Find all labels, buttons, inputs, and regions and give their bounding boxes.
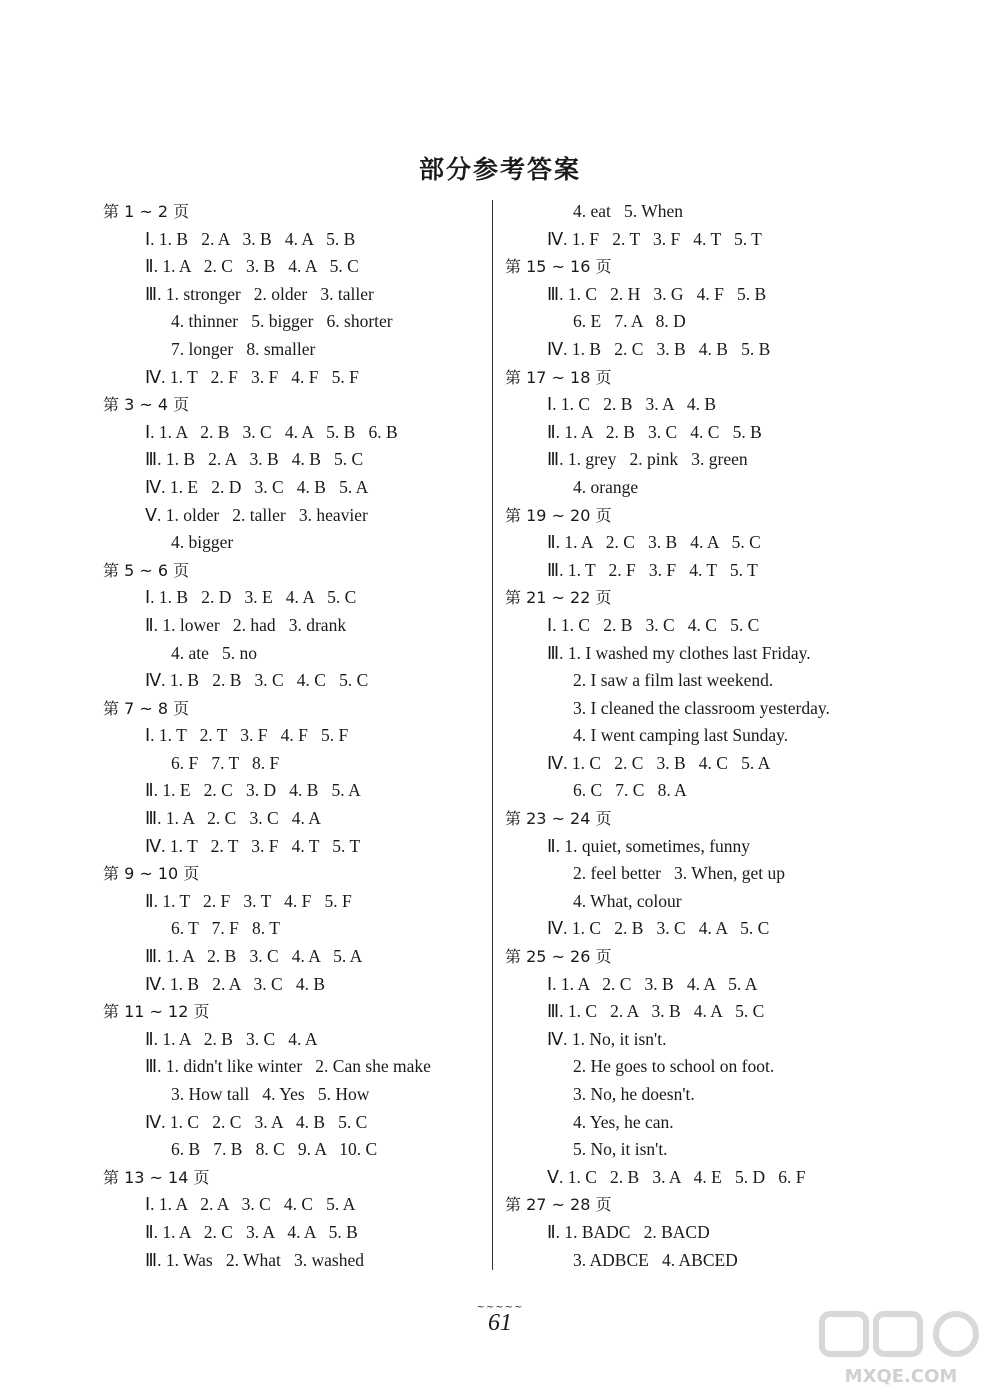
answer-line: Ⅲ. 1. T 2. F 3. F 4. T 5. T: [547, 559, 758, 580]
answer-line: 7. longer 8. smaller: [171, 338, 316, 359]
answer-line: Ⅲ. 1. C 2. A 3. B 4. A 5. C: [547, 1001, 765, 1022]
answer-line: Ⅳ. 1. C 2. C 3. A 4. B 5. C: [145, 1111, 368, 1132]
answers-right-column: [505, 198, 895, 1274]
answer-line: Ⅳ. 1. T 2. T 3. F 4. T 5. T: [145, 835, 361, 856]
answer-line: 4. bigger: [171, 532, 234, 553]
answer-line: 3. No, he doesn't.: [573, 1084, 695, 1104]
page-title: 部分参考答案: [418, 155, 581, 184]
section-heading: 第 15 ~ 16 页: [505, 257, 612, 277]
answer-line: 4. Yes, he can.: [573, 1111, 674, 1132]
answer-line: Ⅰ. 1. B 2. A 3. B 4. A 5. B: [145, 228, 356, 249]
answer-line: 2. feel better 3. When, get up: [573, 863, 786, 884]
answer-line: Ⅲ. 1. A 2. B 3. C 4. A 5. A: [145, 946, 363, 967]
section-heading: 第 1 ~ 2 页: [103, 202, 190, 221]
section-heading: 第 21 ~ 22 页: [505, 588, 612, 608]
answer-line: Ⅲ. 1. stronger 2. older 3. taller: [145, 283, 374, 304]
answer-line: Ⅳ. 1. B 2. C 3. B 4. B 5. B: [547, 338, 771, 359]
answer-line: 6. C 7. C 8. A: [573, 780, 687, 801]
answer-line: Ⅲ. 1. A 2. C 3. C 4. A: [145, 808, 321, 829]
answer-line: Ⅰ. 1. A 2. B 3. C 4. A 5. B 6. B: [145, 421, 398, 442]
answer-line: 3. ADBCE 4. ABCED: [573, 1249, 738, 1270]
answer-line: Ⅲ. 1. B 2. A 3. B 4. B 5. C: [145, 449, 364, 470]
answer-line: 6. E 7. A 8. D: [573, 311, 686, 332]
section-heading: 第 17 ~ 18 页: [505, 367, 612, 387]
answer-line: Ⅳ. 1. F 2. T 3. F 4. T 5. T: [547, 228, 762, 249]
answer-line: 4. orange: [573, 476, 639, 497]
answer-line: 4. I went camping last Sunday.: [573, 725, 789, 746]
answer-line: 4. What, colour: [573, 890, 682, 911]
answer-line: Ⅳ. 1. C 2. C 3. B 4. C 5. A: [547, 752, 771, 773]
answer-line: Ⅰ. 1. T 2. T 3. F 4. F 5. F: [145, 725, 349, 746]
answer-line: Ⅳ. 1. C 2. B 3. C 4. A 5. C: [547, 918, 770, 939]
answer-line: Ⅳ. 1. B 2. B 3. C 4. C 5. C: [145, 670, 369, 691]
answer-line: 3. How tall 4. Yes 5. How: [171, 1084, 370, 1104]
answer-line: Ⅱ. 1. E 2. C 3. D 4. B 5. A: [145, 780, 361, 801]
answers-left-column: [103, 198, 488, 1274]
page-number-block: [440, 1296, 560, 1356]
answer-line: Ⅲ. 1. Was 2. What 3. washed: [145, 1249, 365, 1270]
answer-line: Ⅳ. 1. T 2. F 3. F 4. F 5. F: [145, 366, 359, 387]
section-heading: 第 3 ~ 4 页: [103, 395, 190, 415]
answer-line: Ⅲ. 1. didn't like winter 2. Can she make: [145, 1056, 431, 1077]
answer-line: Ⅰ. 1. A 2. C 3. B 4. A 5. A: [547, 973, 758, 994]
answer-line: Ⅰ. 1. A 2. A 3. C 4. C 5. A: [145, 1194, 356, 1215]
section-heading: 第 19 ~ 20 页: [505, 505, 612, 525]
page-number: 61: [488, 1310, 512, 1336]
section-heading: 第 5 ~ 6 页: [103, 560, 190, 580]
answer-line: Ⅲ. 1. I washed my clothes last Friday.: [547, 642, 811, 663]
answer-line: Ⅱ. 1. A 2. B 3. C 4. A: [145, 1028, 318, 1049]
answer-line: Ⅰ. 1. C 2. B 3. C 4. C 5. C: [547, 614, 760, 635]
answer-line: 4. thinner 5. bigger 6. shorter: [171, 311, 393, 332]
answer-line: 3. I cleaned the classroom yesterday.: [573, 697, 830, 718]
section-heading: 第 13 ~ 14 页: [103, 1167, 210, 1187]
section-heading: 第 27 ~ 28 页: [505, 1195, 612, 1215]
answer-line: Ⅱ. 1. A 2. C 3. A 4. A 5. B: [145, 1221, 358, 1242]
answer-line: Ⅱ. 1. quiet, sometimes, funny: [547, 835, 751, 856]
ornament-decoration: ~~~~~: [476, 1302, 524, 1313]
answer-line: Ⅰ. 1. B 2. D 3. E 4. A 5. C: [145, 587, 357, 608]
answer-line: Ⅳ. 1. E 2. D 3. C 4. B 5. A: [145, 476, 369, 497]
answer-line: Ⅱ. 1. BADC 2. BACD: [547, 1221, 710, 1242]
watermark-text: MXQE.COM: [844, 1366, 958, 1387]
section-heading: 第 23 ~ 24 页: [505, 809, 612, 829]
answer-line: 4. eat 5. When: [573, 201, 683, 221]
answer-line: Ⅱ. 1. T 2. F 3. T 4. F 5. F: [145, 890, 352, 911]
answer-line: Ⅴ. 1. older 2. taller 3. heavier: [145, 504, 368, 525]
answer-line: Ⅳ. 1. No, it isn't.: [547, 1028, 667, 1049]
column-divider: [492, 200, 493, 1270]
answer-line: Ⅲ. 1. C 2. H 3. G 4. F 5. B: [547, 283, 767, 304]
answer-line: 6. F 7. T 8. F: [171, 752, 280, 773]
watermark-logo: [816, 1308, 986, 1388]
section-heading: 第 25 ~ 26 页: [505, 947, 612, 967]
answer-line: 4. ate 5. no: [171, 642, 258, 663]
answer-line: 2. He goes to school on foot.: [573, 1056, 775, 1077]
answer-line: Ⅱ. 1. lower 2. had 3. drank: [145, 614, 347, 635]
answer-line: Ⅱ. 1. A 2. C 3. B 4. A 5. C: [145, 256, 359, 277]
answer-line: Ⅴ. 1. C 2. B 3. A 4. E 5. D 6. F: [547, 1166, 806, 1187]
answer-line: Ⅲ. 1. grey 2. pink 3. green: [547, 449, 748, 470]
answer-line: Ⅱ. 1. A 2. C 3. B 4. A 5. C: [547, 532, 761, 553]
section-heading: 第 11 ~ 12 页: [103, 1002, 210, 1022]
answer-line: 6. B 7. B 8. C 9. A 10. C: [171, 1139, 378, 1160]
answer-line: Ⅱ. 1. A 2. B 3. C 4. C 5. B: [547, 421, 762, 442]
answer-line: 5. No, it isn't.: [573, 1139, 668, 1160]
answer-line: Ⅰ. 1. C 2. B 3. A 4. B: [547, 394, 717, 415]
section-heading: 第 7 ~ 8 页: [103, 698, 190, 718]
answer-line: 2. I saw a film last weekend.: [573, 670, 774, 691]
section-heading: 第 9 ~ 10 页: [103, 864, 200, 884]
answer-line: Ⅳ. 1. B 2. A 3. C 4. B: [145, 973, 325, 994]
answer-line: 6. T 7. F 8. T: [171, 918, 280, 939]
